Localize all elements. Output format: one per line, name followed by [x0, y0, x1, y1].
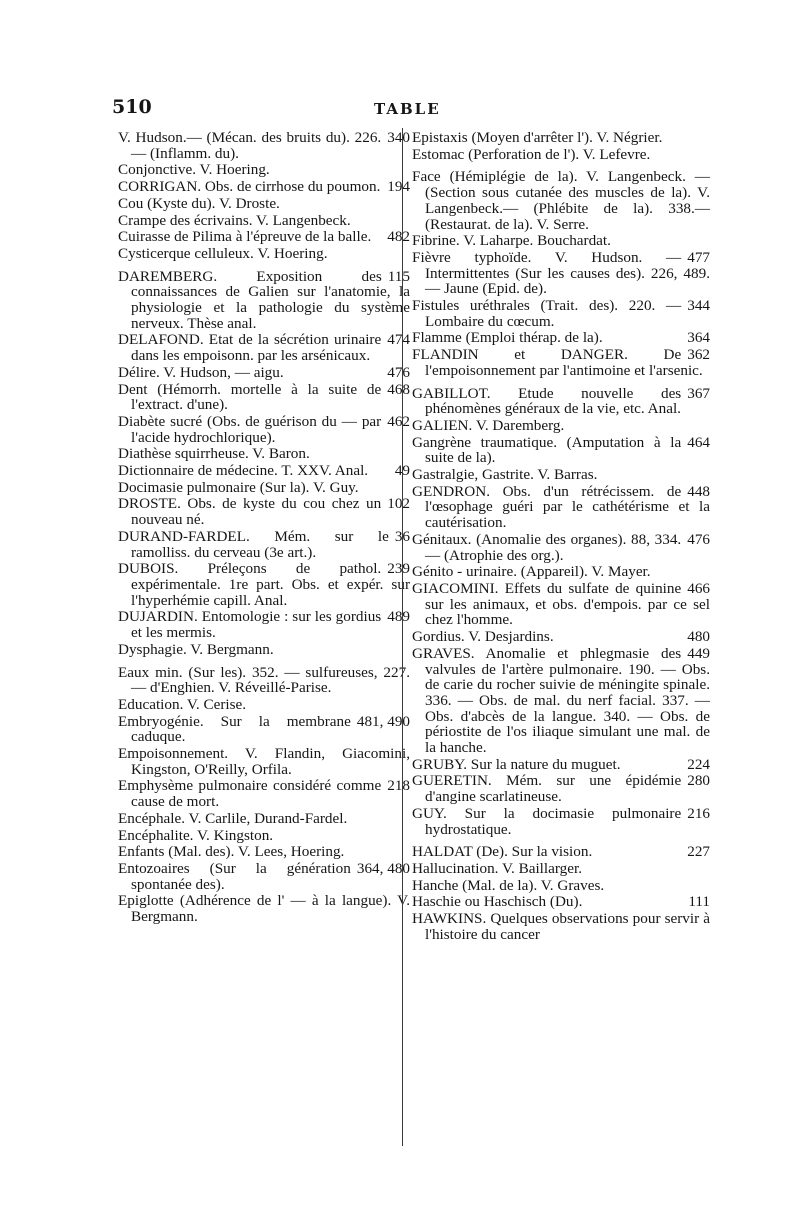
index-entry — [412, 629, 710, 645]
index-entry-text: Encéphalite. V. Kingston. — [118, 826, 274, 844]
index-entry — [118, 714, 410, 745]
index-entry-text: Diathèse squirrheuse. V. Baron. — [118, 445, 310, 463]
index-entry-page: 218 — [387, 777, 410, 795]
index-entry — [118, 893, 410, 924]
index-entry-text: Délire. V. Hudson, — aigu. — [118, 363, 284, 381]
index-entry — [118, 196, 410, 212]
index-entry-text: GRAVES. Anomalie et phlegmasie des valvules de l'artère pulmonaire. 190. — Obs. de carie du rocher suivie de méningite spinale. 336. — Obs. de mal. du nerf facial. 337. — Obs. d'abcès de la langue. 340. — Obs. de périostite de l'os iliaque simulant une mal. de la hanche. — [412, 644, 710, 757]
column-divider — [402, 128, 403, 1146]
index-entry-text: Gordius. V. Desjardins. — [412, 628, 554, 646]
index-entry — [412, 564, 710, 580]
index-entry — [412, 911, 710, 942]
index-entry-text: Epistaxis (Moyen d'arrêter l'). V. Négrier. — [412, 129, 663, 146]
index-entry — [118, 162, 410, 178]
index-entry-text: Gastralgie, Gastrite. V. Barras. — [412, 466, 598, 484]
index-entry — [412, 233, 710, 249]
index-entry-text: Gangrène traumatique. (Amputation à la suite de la). — [412, 433, 682, 467]
index-entry — [412, 878, 710, 894]
index-entry-text: Génitaux. (Anomalie des organes). 88, 334. — (Atrophie des org.). — [412, 530, 682, 564]
index-entry — [118, 828, 410, 844]
index-entry-text: DUBOIS. Préleçons de pathol. expérimentale. 1re part. Obs. et expér. sur l'hyperhémie capill. Anal. — [118, 560, 410, 609]
index-entry-text: Face (Hémiplégie de la). V. Langenbeck. — (Section sous cutanée des muscles de la). V. Langenbeck.— (Phlébite de la). 338.—(Restaurat. de la). V. Serre. — [412, 168, 710, 233]
index-entry — [118, 697, 410, 713]
index-entry — [118, 665, 410, 696]
index-entry-page: 194 — [387, 178, 410, 196]
index-entry-page: 364, 480 — [356, 859, 410, 877]
index-entry — [118, 496, 410, 527]
index-entry-page: 239 — [387, 560, 410, 578]
index-entry-text: GUERETIN. Mém. sur une épidémie d'angine scarlatineuse. — [412, 772, 682, 806]
index-entry-text: Cuirasse de Pilima à l'épreuve de la balle. — [118, 228, 372, 246]
index-entry-page: 367 — [687, 384, 710, 402]
index-entry — [412, 646, 710, 756]
index-entry — [412, 484, 710, 531]
index-entry-text: GIACOMINI. Effets du sulfate de quinine sur les animaux, et obs. d'empois. par ce sel chez l'homme. — [412, 579, 710, 629]
index-entry — [412, 330, 710, 346]
index-entry-page: 474 — [387, 331, 410, 349]
index-entry — [118, 844, 410, 860]
index-entry-text: FLANDIN et DANGER. De l'empoisonnement par l'antimoine et l'arsenic. — [412, 346, 703, 379]
index-entry — [118, 213, 410, 229]
index-entry-text: Cysticerque celluleux. V. Hoering. — [118, 244, 328, 262]
index-entry — [412, 250, 710, 297]
index-entry-text: Docimasie pulmonaire (Sur la). V. Guy. — [118, 478, 359, 496]
index-entry-text: Epiglotte (Adhérence de l' — à la langue). V. Bergmann. — [118, 892, 410, 926]
index-entry-text: GALIEN. V. Daremberg. — [412, 416, 565, 434]
index-entry — [412, 581, 710, 628]
index-entry — [118, 529, 410, 560]
index-entry-text: Embryogénie. Sur la membrane caduque. — [118, 712, 351, 746]
index-entry-text: Empoisonnement. V. Flandin, Giacomini, Kingston, O'Reilly, Orfila. — [118, 745, 410, 778]
index-entry-page: 340 — [387, 129, 410, 146]
index-entry-text: V. Hudson.— (Mécan. des bruits du). 226. — (Inflamm. du). — [118, 129, 382, 162]
index-entry-text: Fibrine. V. Laharpe. Bouchardat. — [412, 232, 611, 250]
index-entry — [412, 757, 710, 773]
index-entry-page: 477 — [687, 248, 710, 266]
index-entry-text: Flamme (Emploi thérap. de la). — [412, 329, 603, 347]
index-entry-page: 476 — [387, 363, 410, 381]
index-entry-text: Encéphale. V. Carlile, Durand-Fardel. — [118, 809, 348, 827]
index-entry — [412, 147, 710, 163]
index-entry-text: GUY. Sur la docimasie pulmonaire hydrostatique. — [412, 804, 682, 838]
index-entry-page: 476 — [687, 530, 710, 548]
index-entry — [412, 298, 710, 329]
page-number: 510 — [112, 96, 152, 118]
index-entry — [412, 806, 710, 837]
index-entry-text: Eaux min. (Sur les). 352. — sulfureuses, 227. — d'Enghien. V. Réveillé-Parise. — [118, 663, 410, 697]
running-title: TABLE — [374, 100, 441, 118]
index-entry-text: DAREMBERG. Exposition des connaissances de Galien sur l'anatomie, la physiologie et la pathologie du système nerveux. Thèse anal. — [118, 267, 410, 332]
index-entry-page: 49 — [394, 462, 410, 480]
index-entry-text: DUJARDIN. Entomologie : sur les gordius et les mermis. — [118, 608, 382, 642]
index-entry-page: 448 — [687, 482, 710, 500]
index-entry-text: Dysphagie. V. Bergmann. — [118, 640, 274, 658]
index-entry-page: 449 — [687, 644, 710, 662]
index-entry-text: Fièvre typhoïde. V. Hudson. — Intermittentes (Sur les causes des). 226, 489. — Jaune (Epid. de). — [412, 248, 710, 298]
index-entry — [118, 269, 410, 332]
index-entry-page: 466 — [687, 579, 710, 597]
index-entry-text: CORRIGAN. Obs. de cirrhose du poumon. — [118, 178, 381, 196]
page-header — [112, 96, 710, 124]
index-entry-page: 344 — [687, 297, 710, 315]
index-entry — [118, 365, 410, 381]
index-entry-page: 468 — [387, 380, 410, 398]
index-entry-text: HAWKINS. Quelques observations pour servir à l'histoire du cancer — [412, 910, 710, 943]
index-entry-page: 462 — [387, 412, 410, 430]
index-entry-text: Cou (Kyste du). V. Droste. — [118, 194, 280, 212]
index-entry — [118, 811, 410, 827]
index-entry-text: DELAFOND. Etat de la sécrétion urinaire dans les empoisonn. par les arsénicaux. — [118, 331, 382, 365]
index-column-right — [412, 130, 710, 943]
index-entry — [412, 130, 710, 146]
index-entry — [412, 861, 710, 877]
index-entry-text: GRUBY. Sur la nature du muguet. — [412, 755, 621, 773]
index-entry-page: 216 — [687, 804, 710, 822]
index-entry-text: DURAND-FARDEL. Mém. sur le ramolliss. du cerveau (3e art.). — [118, 527, 389, 561]
index-entry-page: 482 — [387, 228, 410, 246]
index-entry — [118, 463, 410, 479]
index-entry-page: 227 — [687, 843, 710, 861]
index-entry — [118, 746, 410, 777]
index-entry — [412, 773, 710, 804]
index-entry-page: 362 — [687, 346, 710, 364]
index-entry — [118, 130, 410, 161]
index-entry-text: Fistules uréthrales (Trait. des). 220. — Lombaire du cœcum. — [412, 297, 682, 330]
index-entry-page: 102 — [387, 495, 410, 513]
index-entry — [412, 418, 710, 434]
index-column-left — [118, 130, 410, 926]
index-entry-text: Enfants (Mal. des). V. Lees, Hoering. — [118, 843, 345, 861]
index-entry — [412, 435, 710, 466]
index-entry-text: Crampe des écrivains. V. Langenbeck. — [118, 211, 351, 229]
index-entry-text: Entozoaires (Sur la génération spontanée des). — [118, 859, 351, 893]
index-entry-page: 481, 490 — [356, 712, 410, 730]
index-entry-text: HALDAT (De). Sur la vision. — [412, 843, 593, 861]
index-entry-page: 36 — [394, 527, 410, 545]
index-entry-text: Dent (Hémorrh. mortelle à la suite de l'extract. d'une). — [118, 380, 382, 414]
index-entry — [118, 382, 410, 413]
index-entry — [118, 414, 410, 445]
index-entry-text: Emphysème pulmonaire considéré comme cause de mort. — [118, 777, 382, 811]
index-entry — [412, 386, 710, 417]
index-entry — [118, 642, 410, 658]
index-entry — [412, 894, 710, 910]
index-entry-text: DROSTE. Obs. de kyste du cou chez un nouveau né. — [118, 495, 382, 529]
index-entry — [118, 246, 410, 262]
index-entry — [118, 446, 410, 462]
index-entry — [118, 861, 410, 892]
index-entry — [118, 480, 410, 496]
index-entry-page: 280 — [687, 772, 710, 790]
index-entry — [412, 532, 710, 563]
index-entry — [118, 229, 410, 245]
index-entry-text: Hallucination. V. Baillarger. — [412, 859, 582, 877]
index-entry — [412, 347, 710, 378]
index-entry — [118, 561, 410, 608]
index-entry — [118, 778, 410, 809]
index-entry-page: 111 — [688, 893, 710, 911]
index-entry — [118, 332, 410, 363]
index-entry-page: 480 — [687, 628, 710, 646]
index-entry-text: GABILLOT. Etude nouvelle des phénomènes généraux de la vie, etc. Anal. — [412, 384, 682, 418]
index-entry — [118, 609, 410, 640]
index-entry-text: Education. V. Cerise. — [118, 695, 247, 713]
index-entry — [118, 179, 410, 195]
index-entry-text: Hanche (Mal. de la). V. Graves. — [412, 876, 605, 894]
index-entry-text: Conjonctive. V. Hoering. — [118, 161, 270, 179]
index-entry-page: 464 — [687, 433, 710, 451]
index-entry-page: 489 — [387, 608, 410, 626]
index-entry-text: Diabète sucré (Obs. de guérison du — par l'acide hydrochlorique). — [118, 412, 382, 446]
index-entry-text: Dictionnaire de médecine. T. XXV. Anal. — [118, 462, 369, 480]
index-entry-text: Génito - urinaire. (Appareil). V. Mayer. — [412, 563, 651, 581]
index-entry-page: 364 — [687, 329, 710, 347]
index-entry-text: Estomac (Perforation de l'). V. Lefevre. — [412, 145, 651, 163]
index-entry-text: Haschie ou Haschisch (Du). — [412, 893, 583, 911]
index-entry-page: 224 — [687, 755, 710, 773]
index-entry — [412, 467, 710, 483]
index-entry — [412, 844, 710, 860]
index-entry-text: GENDRON. Obs. d'un rétrécissem. de l'œsophage guéri par le cathétérisme et la cautérisation. — [412, 482, 710, 532]
index-entry-page: 115 — [387, 267, 410, 285]
index-entry — [412, 169, 710, 232]
